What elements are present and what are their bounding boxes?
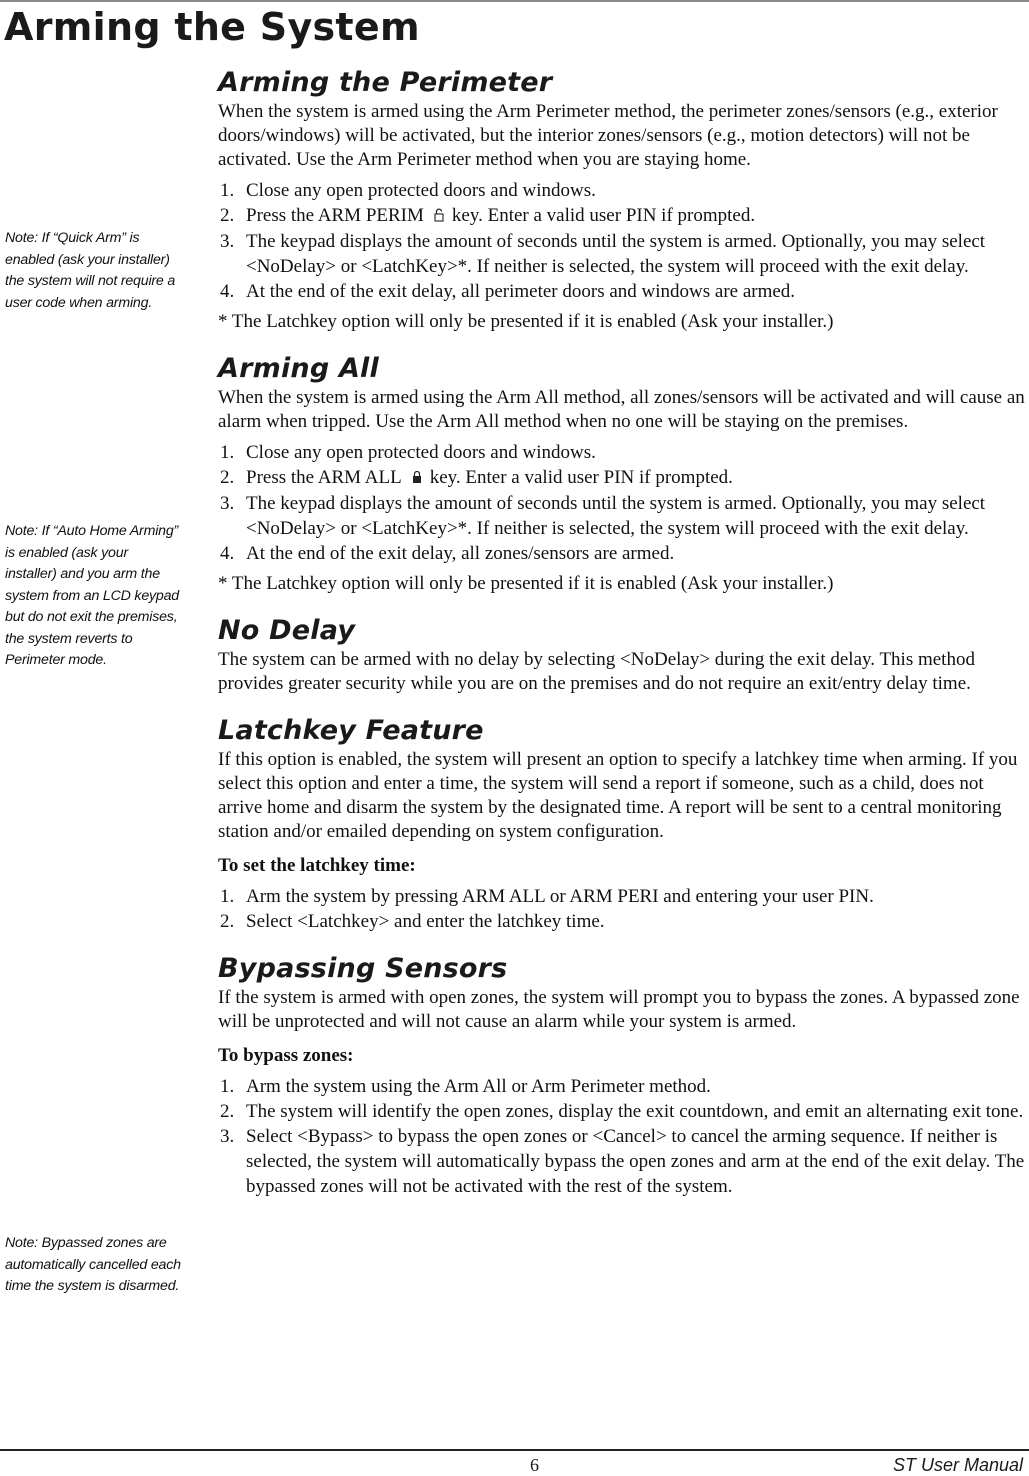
latchkey-body: If this option is enabled, the system will present an option to specify a latchkey time when arming. If you select this option and enter a time, the system will send a report if someone, such as a child, does not arrive home and disarm the system by the designated time. A report will be sent to a central monitoring station and/or emailed depending on system configuration. bbox=[218, 749, 1018, 842]
list-item: 1. Close any open protected doors and windows. bbox=[220, 442, 596, 463]
heading-no-delay: No Delay bbox=[218, 615, 356, 646]
footer-rule bbox=[0, 1449, 1029, 1451]
list-item: 1. Arm the system by pressing ARM ALL or ARM PERI and entering your user PIN. bbox=[220, 886, 874, 907]
no-delay-body: The system can be armed with no delay by selecting <NoDelay> during the exit delay. This method provides greater security while you are on the premises and do not require an exit/entry delay time. bbox=[218, 649, 975, 694]
list-item: 3. Select <Bypass> to bypass the open zones or <Cancel> to cancel the arming sequence. If neither is selected, the system will automatically bypass the open zones and arm at the end of the exit delay. The bypassed zones will not be activated with the rest of the system. bbox=[220, 1126, 1025, 1197]
perimeter-footnote: * The Latchkey option will only be presented if it is enabled (Ask your installer.) bbox=[218, 311, 834, 332]
main-content bbox=[218, 66, 1026, 1199]
heading-bypass: Bypassing Sensors bbox=[218, 953, 508, 984]
sidebar-note-bypass: Note: Bypassed zones are automatically cancelled each time the system is disarmed. bbox=[5, 1235, 181, 1294]
list-item: 3. The keypad displays the amount of seconds until the system is armed. Optionally, you may select <NoDelay> or <LatchKey>*. If neither is selected, the system will proceed with the exit delay. bbox=[220, 231, 986, 277]
page-number: 6 bbox=[530, 1455, 539, 1475]
sidebar-note-quick-arm: Note: If “Quick Arm” is enabled (ask your installer) the system will not require a user code when arming. bbox=[5, 230, 176, 311]
arming-all-steps bbox=[218, 440, 1026, 566]
heading-latchkey: Latchkey Feature bbox=[218, 715, 484, 746]
list-item: 2. Press the ARM PERIM key. Enter a valid user PIN if prompted. bbox=[218, 203, 1026, 229]
section-bypass bbox=[218, 952, 1026, 1199]
locked-padlock-icon bbox=[412, 466, 422, 491]
top-rule bbox=[0, 0, 1029, 2]
perimeter-intro: When the system is armed using the Arm Perimeter method, the perimeter zones/sensors (e.g., exterior doors/windows) will be activated, but the interior zones/sensors (e.g., motion detectors) will not be activated. Use the Arm Perimeter method when you are staying home. bbox=[218, 101, 998, 170]
section-no-delay bbox=[218, 614, 1026, 696]
list-item: 2. Press the ARM ALL key. Enter a valid user PIN if prompted. bbox=[218, 465, 1026, 491]
arming-all-footnote: * The Latchkey option will only be presented if it is enabled (Ask your installer.) bbox=[218, 573, 834, 594]
list-item: 1. Close any open protected doors and windows. bbox=[220, 180, 596, 201]
document-name: ST User Manual bbox=[892, 1455, 1023, 1475]
sidebar-note-auto-home: Note: If “Auto Home Arming” is enabled (ask your installer) and you arm the system from an LCD keypad but do not exit the premises, the system reverts to Perimeter mode. bbox=[5, 523, 179, 668]
section-latchkey bbox=[218, 714, 1026, 934]
list-item: 4. At the end of the exit delay, all zones/sensors are armed. bbox=[220, 543, 675, 564]
section-arming-all bbox=[218, 352, 1026, 596]
list-item: 1. Arm the system using the Arm All or Arm Perimeter method. bbox=[220, 1076, 711, 1097]
heading-arming-perimeter: Arming the Perimeter bbox=[218, 67, 553, 98]
latchkey-steps bbox=[218, 884, 1026, 934]
bypass-body: If the system is armed with open zones, the system will prompt you to bypass the zones. A bypassed zone will be unprotected and will not cause an alarm while your system is armed. bbox=[218, 987, 1020, 1032]
page-title: Arming the System bbox=[4, 5, 420, 49]
bypass-steps bbox=[218, 1074, 1026, 1199]
list-item: 2. Select <Latchkey> and enter the latchkey time. bbox=[220, 911, 605, 932]
latchkey-subhead: To set the latchkey time: bbox=[218, 855, 416, 876]
heading-arming-all: Arming All bbox=[218, 353, 379, 384]
section-arming-perimeter bbox=[218, 66, 1026, 334]
list-item: 4. At the end of the exit delay, all perimeter doors and windows are armed. bbox=[220, 281, 796, 302]
arming-all-intro: When the system is armed using the Arm All method, all zones/sensors will be activated and will cause an alarm when tripped. Use the Arm All method when no one will be staying on the premises. bbox=[218, 387, 1025, 432]
unlocked-padlock-icon bbox=[434, 204, 444, 229]
list-item: 2. The system will identify the open zones, display the exit countdown, and emit an alternating exit tone. bbox=[220, 1101, 1024, 1122]
perimeter-steps bbox=[218, 178, 1026, 304]
bypass-subhead: To bypass zones: bbox=[218, 1045, 354, 1066]
list-item: 3. The keypad displays the amount of seconds until the system is armed. Optionally, you may select <NoDelay> or <LatchKey>*. If neither is selected, the system will proceed with the exit delay. bbox=[220, 493, 986, 539]
